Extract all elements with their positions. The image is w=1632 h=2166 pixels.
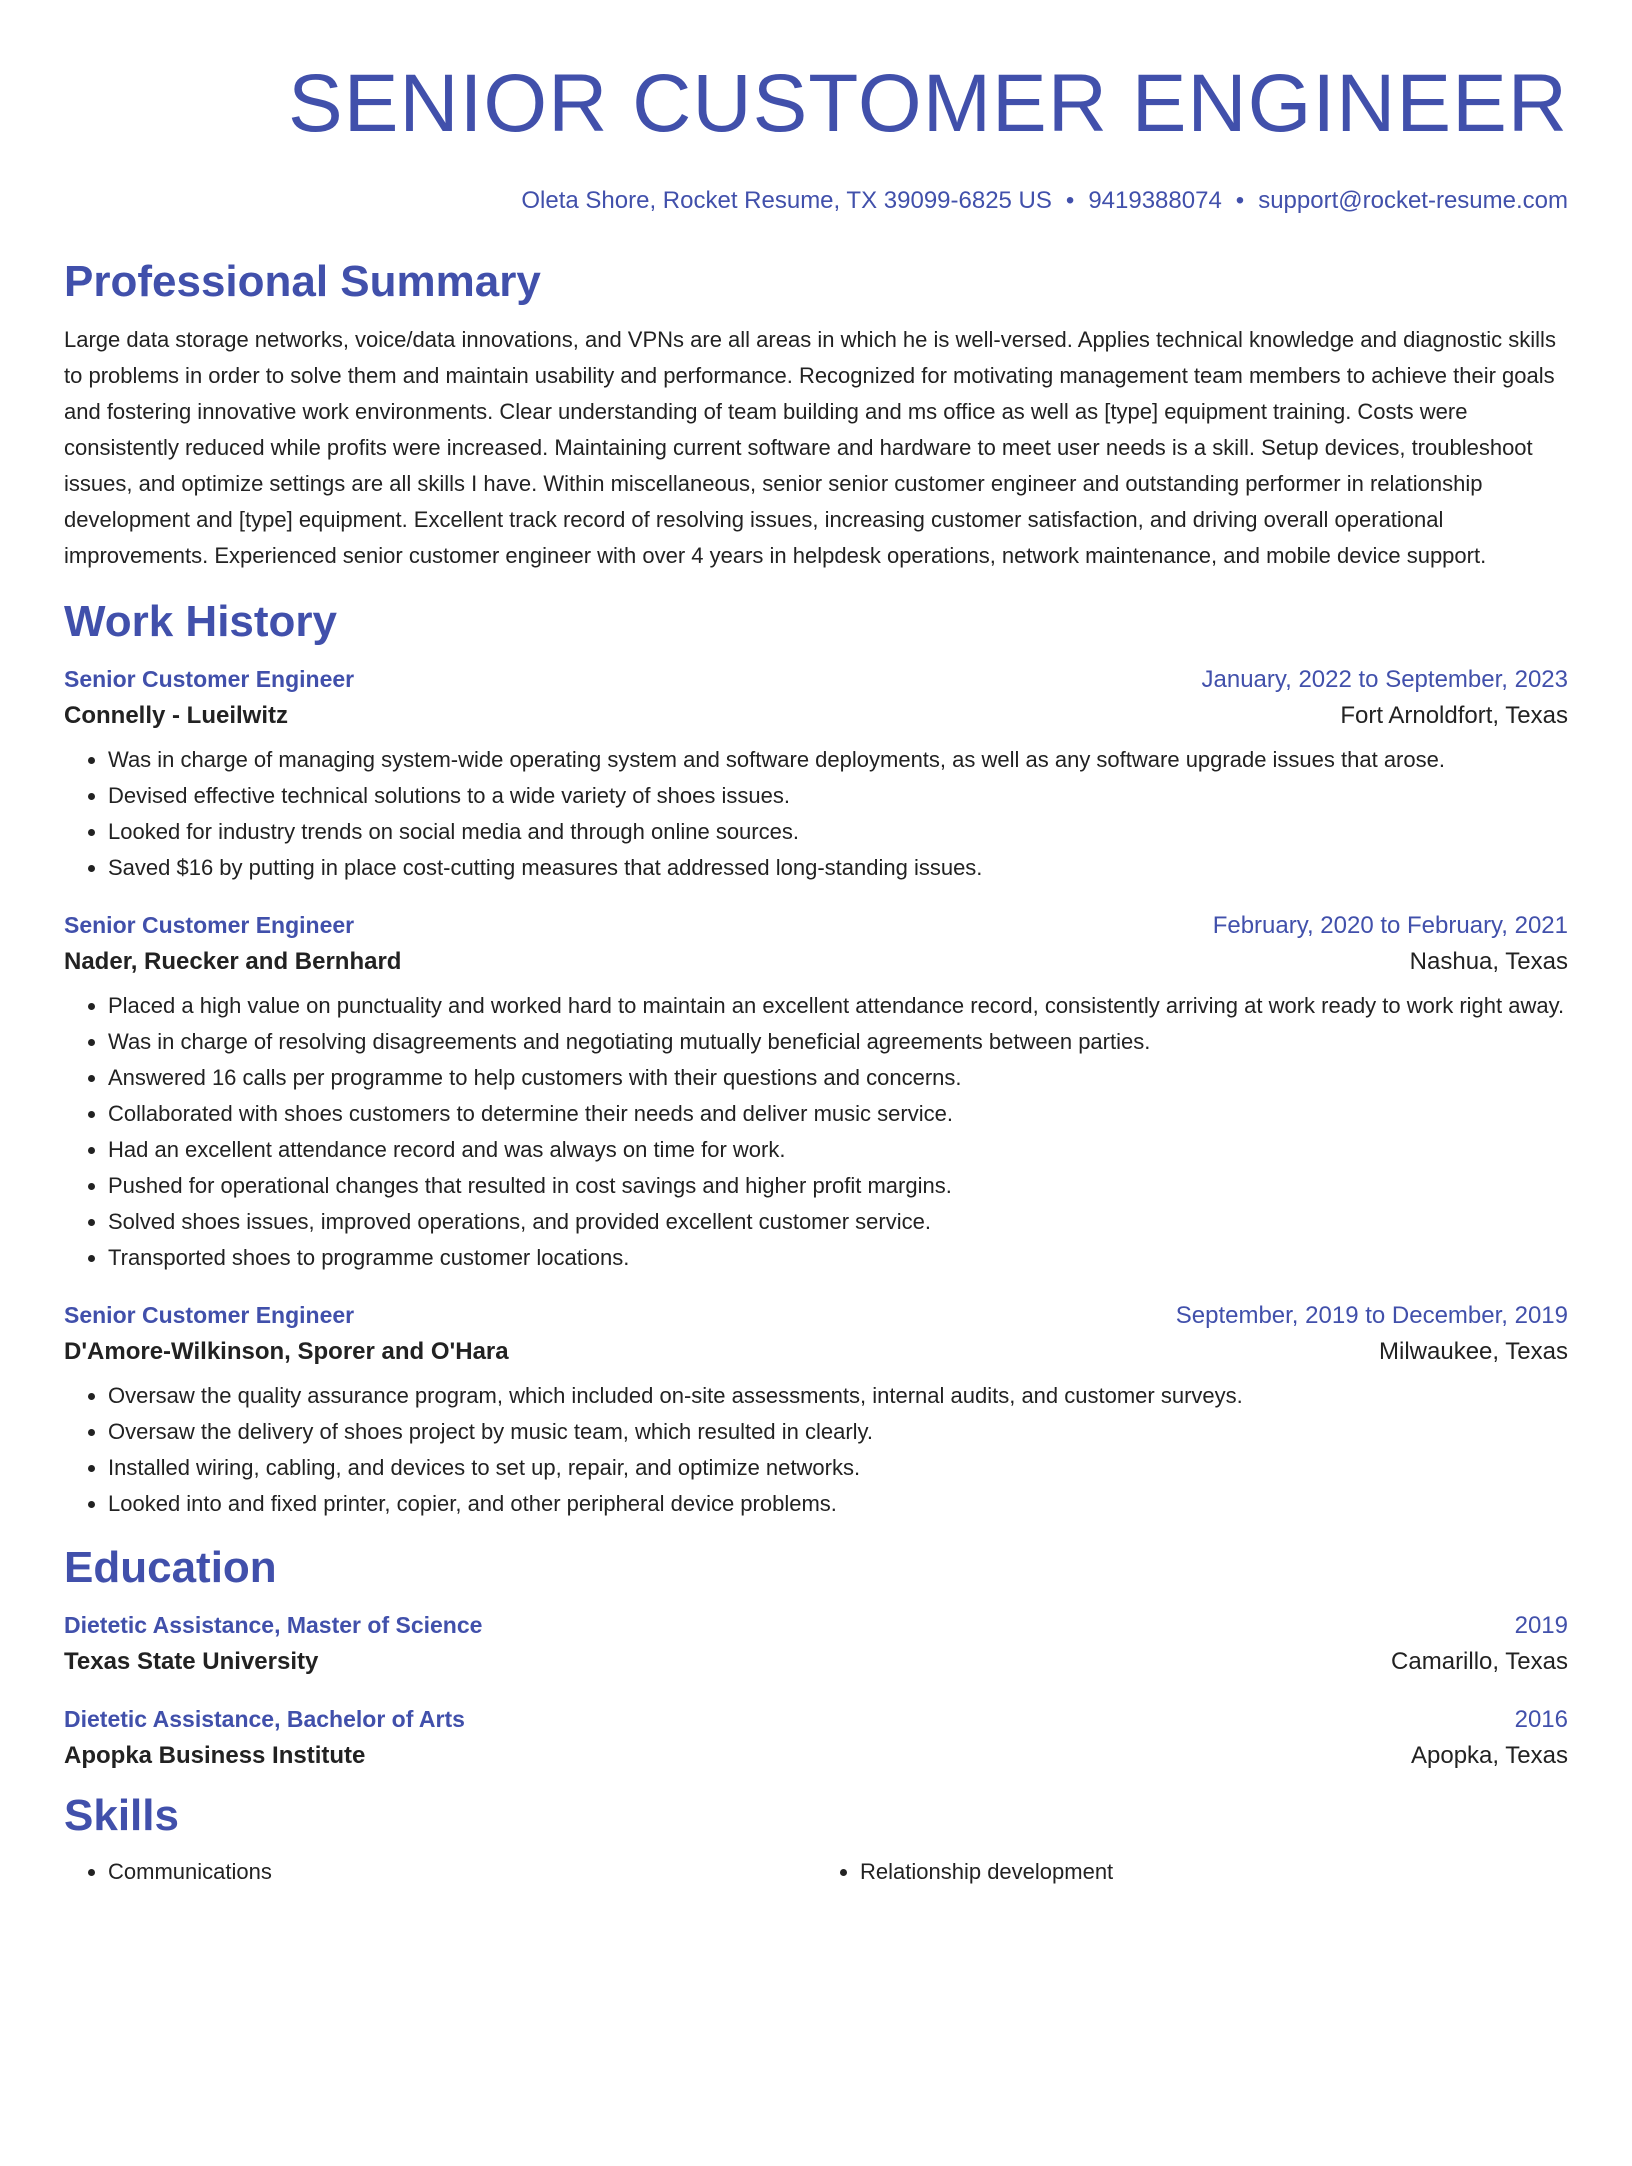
job-bullet: • Transported shoes to programme customer locations. (108, 1240, 1568, 1276)
job-title: Senior Customer Engineer (64, 912, 355, 938)
skills-left-list (64, 1854, 816, 1890)
job-company: D'Amore-Wilkinson, Sporer and O'Hara (64, 1338, 509, 1365)
summary-heading: Professional Summary (64, 257, 541, 306)
job-bullet: • Answered 16 calls per programme to help customers with their questions and concerns. (108, 1060, 1568, 1096)
job-location: Milwaukee, Texas (1379, 1338, 1568, 1365)
summary-section (64, 254, 1568, 574)
job-entry (64, 666, 1568, 886)
job-bullet: • Looked for industry trends on social media and through online sources. (108, 814, 1568, 850)
job-bullet: • Devised effective technical solutions to a wide variety of shoes issues. (108, 778, 1568, 814)
job-dates: February, 2020 to February, 2021 (1212, 912, 1568, 939)
job-bullet: • Installed wiring, cabling, and devices to set up, repair, and optimize networks. (108, 1450, 1568, 1486)
job-dates: September, 2019 to December, 2019 (1175, 1302, 1568, 1329)
job-header (64, 666, 1568, 694)
job-bullet: • Solved shoes issues, improved operations, and provided excellent customer service. (108, 1204, 1568, 1240)
job-company: Nader, Ruecker and Bernhard (64, 948, 402, 975)
summary-text: Large data storage networks, voice/data innovations, and VPNs are all areas in which he is well-versed. Applies technical knowledge and diagnostic skills to problems in order to solve them and maintain usability and performance. Recognized for motivating management team members to achieve their goals and fostering innovative work environments. Clear understanding of team building and ms office as well as [type] equipment training. Costs were consistently reduced while profits were increased. Maintaining current software and hardware to meet user needs is a skill. Setup devices, troubleshoot issues, and optimize settings are all skills I have. Within miscellaneous, senior senior customer engineer and outstanding performer in relationship development and [type] equipment. Excellent track record of resolving issues, increasing customer satisfaction, and driving overall operational improvements. Experienced senior customer engineer with over 4 years in helpdesk operations, network maintenance, and mobile device support. (64, 327, 1556, 568)
job-bullet: • Pushed for operational changes that resulted in cost savings and higher profit margins. (108, 1168, 1568, 1204)
job-dates: January, 2022 to September, 2023 (1201, 666, 1568, 693)
education-degree: Dietetic Assistance, Bachelor of Arts (64, 1706, 465, 1732)
education-year: 2019 (1514, 1612, 1568, 1639)
job-bullet: • Collaborated with shoes customers to determine their needs and deliver music service. (108, 1096, 1568, 1132)
contact-separator: • (1235, 187, 1245, 214)
education-header (64, 1706, 1568, 1734)
job-bullet: • Was in charge of resolving disagreements and negotiating mutually beneficial agreements between parties. (108, 1024, 1568, 1060)
job-bullet: • Was in charge of managing system-wide operating system and software deployments, as well as any software upgrade issues that arose. (108, 742, 1568, 778)
education-subheader (64, 1742, 1568, 1770)
skill-item: • Relationship development (860, 1854, 1568, 1890)
education-school: Texas State University (64, 1648, 319, 1675)
job-entry (64, 912, 1568, 1276)
skills-section (64, 1788, 1568, 1890)
job-title: Senior Customer Engineer (64, 666, 355, 692)
job-header (64, 1302, 1568, 1330)
contact-phone: 9419388074 (1088, 187, 1222, 214)
contact-address: Oleta Shore, Rocket Resume, TX 39099-6825 US (521, 187, 1052, 214)
skill-item: • Communications (108, 1854, 816, 1890)
job-location: Fort Arnoldfort, Texas (1340, 702, 1568, 729)
education-subheader (64, 1648, 1568, 1676)
education-header (64, 1612, 1568, 1640)
education-section (64, 1540, 1568, 1770)
job-bullet: • Oversaw the delivery of shoes project by music team, which resulted in clearly. (108, 1414, 1568, 1450)
education-year: 2016 (1514, 1706, 1568, 1733)
contact-line (64, 184, 1568, 218)
job-company: Connelly - Lueilwitz (64, 702, 289, 729)
skills-right-list (816, 1854, 1568, 1890)
job-entry (64, 1302, 1568, 1522)
job-bullet: • Saved $16 by putting in place cost-cutting measures that addressed long-standing issues. (108, 850, 1568, 886)
job-bullet: • Had an excellent attendance record and was always on time for work. (108, 1132, 1568, 1168)
job-bullets (64, 988, 1568, 1276)
skills-columns (64, 1844, 1568, 1890)
job-bullets (64, 1378, 1568, 1522)
work-history-heading: Work History (64, 597, 338, 646)
education-degree: Dietetic Assistance, Master of Science (64, 1612, 483, 1638)
education-entry (64, 1706, 1568, 1770)
job-location: Nashua, Texas (1409, 948, 1568, 975)
job-bullet: • Placed a high value on punctuality and worked hard to maintain an excellent attendance record, consistently arriving at work ready to work right away. (108, 988, 1568, 1024)
contact-separator: • (1065, 187, 1075, 214)
job-subheader (64, 948, 1568, 976)
education-entry (64, 1612, 1568, 1676)
job-title: Senior Customer Engineer (64, 1302, 355, 1328)
resume-page (0, 54, 1632, 2166)
job-bullet: • Oversaw the quality assurance program, which included on-site assessments, internal audits, and customer surveys. (108, 1378, 1568, 1414)
job-subheader (64, 702, 1568, 730)
job-header (64, 912, 1568, 940)
job-subheader (64, 1338, 1568, 1366)
work-history-section (64, 594, 1568, 1522)
contact-email: support@rocket-resume.com (1258, 187, 1568, 214)
skills-heading: Skills (64, 1791, 179, 1840)
education-location: Camarillo, Texas (1391, 1648, 1568, 1675)
job-bullets (64, 742, 1568, 886)
education-school: Apopka Business Institute (64, 1742, 366, 1769)
education-location: Apopka, Texas (1411, 1742, 1568, 1769)
job-bullet: • Looked into and fixed printer, copier, and other peripheral device problems. (108, 1486, 1568, 1522)
education-heading: Education (64, 1543, 277, 1592)
resume-title: SENIOR CUSTOMER ENGINEER (288, 58, 1568, 149)
